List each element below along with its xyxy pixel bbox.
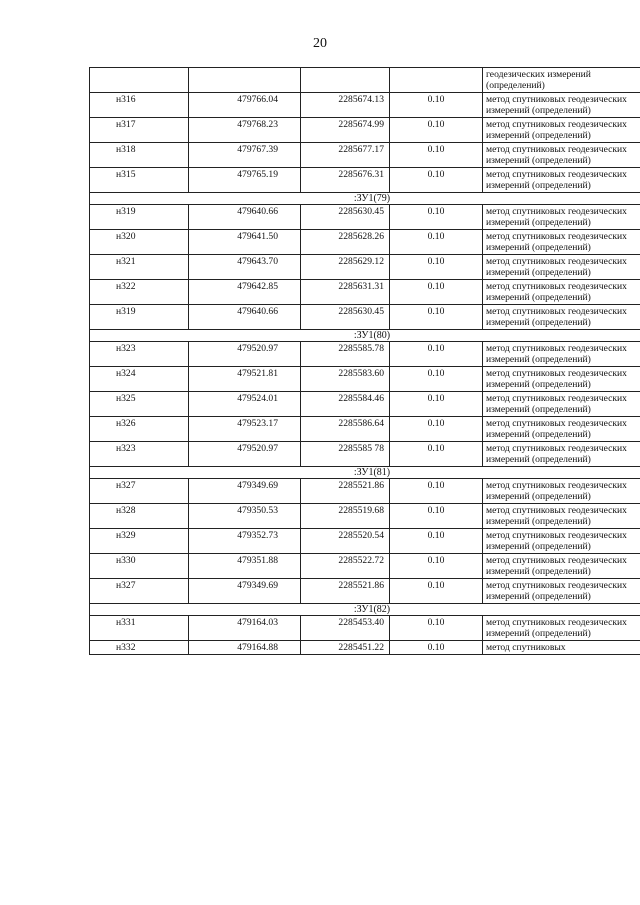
accuracy-cell: 0.10 <box>390 342 483 367</box>
point-cell: н321 <box>90 255 189 280</box>
y-cell: 2285520.54 <box>301 529 390 554</box>
x-cell: 479352.73 <box>189 529 301 554</box>
section-row <box>90 604 640 616</box>
table-row <box>90 118 640 143</box>
x-cell <box>189 68 301 93</box>
x-cell: 479765.19 <box>189 168 301 193</box>
point-cell: н328 <box>90 504 189 529</box>
x-cell: 479640.66 <box>189 205 301 230</box>
table-row <box>90 479 640 504</box>
x-cell: 479164.88 <box>189 641 301 655</box>
table-row <box>90 367 640 392</box>
accuracy-cell: 0.10 <box>390 554 483 579</box>
x-cell: 479349.69 <box>189 479 301 504</box>
accuracy-cell: 0.10 <box>390 504 483 529</box>
method-cell: метод спутниковых геодезических измерений (определений) <box>483 504 640 529</box>
y-cell: 2285628.26 <box>301 230 390 255</box>
accuracy-cell: 0.10 <box>390 479 483 504</box>
table-row <box>90 255 640 280</box>
x-cell: 479642.85 <box>189 280 301 305</box>
y-cell: 2285674.13 <box>301 93 390 118</box>
table-row <box>90 305 640 330</box>
accuracy-cell: 0.10 <box>390 255 483 280</box>
y-cell: 2285630.45 <box>301 205 390 230</box>
point-cell: н323 <box>90 342 189 367</box>
section-row <box>90 193 640 205</box>
page-number: 20 <box>313 36 327 51</box>
method-cell: метод спутниковых геодезических измерений (определений) <box>483 392 640 417</box>
point-cell: н316 <box>90 93 189 118</box>
table-row-continued <box>90 68 640 93</box>
y-cell: 2285586.64 <box>301 417 390 442</box>
method-cell: метод спутниковых геодезических измерений (определений) <box>483 554 640 579</box>
method-cell: метод спутниковых геодезических измерений (определений) <box>483 367 640 392</box>
x-cell: 479768.23 <box>189 118 301 143</box>
x-cell: 479521.81 <box>189 367 301 392</box>
point-cell: н332 <box>90 641 189 655</box>
table-row <box>90 280 640 305</box>
y-cell: 2285677.17 <box>301 143 390 168</box>
method-cell: метод спутниковых геодезических измерений (определений) <box>483 529 640 554</box>
point-cell: н329 <box>90 529 189 554</box>
table-row <box>90 93 640 118</box>
table-row <box>90 554 640 579</box>
method-cell: метод спутниковых геодезических измерений (определений) <box>483 280 640 305</box>
y-cell: 2285630.45 <box>301 305 390 330</box>
accuracy-cell: 0.10 <box>390 417 483 442</box>
accuracy-cell: 0.10 <box>390 93 483 118</box>
point-cell: н330 <box>90 554 189 579</box>
point-cell: н317 <box>90 118 189 143</box>
table-row <box>90 616 640 641</box>
section-row <box>90 330 640 342</box>
y-cell: 2285631.31 <box>301 280 390 305</box>
accuracy-cell: 0.10 <box>390 579 483 604</box>
table-row <box>90 230 640 255</box>
y-cell: 2285676.31 <box>301 168 390 193</box>
accuracy-cell: 0.10 <box>390 641 483 655</box>
accuracy-cell: 0.10 <box>390 367 483 392</box>
y-cell: 2285521.86 <box>301 579 390 604</box>
y-cell: 2285585 78 <box>301 442 390 467</box>
accuracy-cell: 0.10 <box>390 205 483 230</box>
method-cell: метод спутниковых геодезических измерений (определений) <box>483 616 640 641</box>
table-row <box>90 641 640 655</box>
y-cell: 2285629.12 <box>301 255 390 280</box>
x-cell: 479524.01 <box>189 392 301 417</box>
point-cell: н315 <box>90 168 189 193</box>
y-cell: 2285519.68 <box>301 504 390 529</box>
point-cell <box>90 68 189 93</box>
method-cell: метод спутниковых геодезических измерений (определений) <box>483 417 640 442</box>
method-cell: метод спутниковых геодезических измерений (определений) <box>483 479 640 504</box>
y-cell: 2285674.99 <box>301 118 390 143</box>
method-cell: метод спутниковых геодезических измерений (определений) <box>483 205 640 230</box>
table-row <box>90 342 640 367</box>
point-cell: н327 <box>90 579 189 604</box>
method-cell: метод спутниковых геодезических измерений (определений) <box>483 342 640 367</box>
accuracy-cell: 0.10 <box>390 392 483 417</box>
method-cell: геодезических измерений (определений) <box>483 68 640 93</box>
accuracy-cell: 0.10 <box>390 280 483 305</box>
point-cell: н331 <box>90 616 189 641</box>
accuracy-cell: 0.10 <box>390 616 483 641</box>
x-cell: 479643.70 <box>189 255 301 280</box>
point-cell: н327 <box>90 479 189 504</box>
x-cell: 479520.97 <box>189 342 301 367</box>
table-row <box>90 442 640 467</box>
table-row <box>90 579 640 604</box>
method-cell: метод спутниковых геодезических измерений (определений) <box>483 118 640 143</box>
section-label: :ЗУ1(79) <box>90 193 640 205</box>
x-cell: 479641.50 <box>189 230 301 255</box>
x-cell: 479349.69 <box>189 579 301 604</box>
method-cell: метод спутниковых геодезических измерений (определений) <box>483 255 640 280</box>
table-row <box>90 143 640 168</box>
accuracy-cell: 0.10 <box>390 529 483 554</box>
table-row <box>90 392 640 417</box>
method-cell: метод спутниковых геодезических измерений (определений) <box>483 93 640 118</box>
x-cell: 479767.39 <box>189 143 301 168</box>
point-cell: н324 <box>90 367 189 392</box>
table-row <box>90 529 640 554</box>
x-cell: 479350.53 <box>189 504 301 529</box>
point-cell: н322 <box>90 280 189 305</box>
x-cell: 479640.66 <box>189 305 301 330</box>
method-cell: метод спутниковых геодезических измерений (определений) <box>483 442 640 467</box>
x-cell: 479351.88 <box>189 554 301 579</box>
point-cell: н326 <box>90 417 189 442</box>
y-cell: 2285521.86 <box>301 479 390 504</box>
point-cell: н320 <box>90 230 189 255</box>
y-cell: 2285451.22 <box>301 641 390 655</box>
point-cell: н318 <box>90 143 189 168</box>
accuracy-cell: 0.10 <box>390 230 483 255</box>
point-cell: н323 <box>90 442 189 467</box>
accuracy-cell: 0.10 <box>390 143 483 168</box>
y-cell: 2285583.60 <box>301 367 390 392</box>
y-cell: 2285584.46 <box>301 392 390 417</box>
table-row <box>90 205 640 230</box>
accuracy-cell: 0.10 <box>390 168 483 193</box>
table-row <box>90 168 640 193</box>
x-cell: 479164.03 <box>189 616 301 641</box>
y-cell: 2285585.78 <box>301 342 390 367</box>
y-cell: 2285453.40 <box>301 616 390 641</box>
table-row <box>90 417 640 442</box>
method-cell: метод спутниковых геодезических измерений (определений) <box>483 143 640 168</box>
x-cell: 479520.97 <box>189 442 301 467</box>
accuracy-cell: 0.10 <box>390 305 483 330</box>
coordinates-table <box>89 67 640 655</box>
method-cell: метод спутниковых геодезических измерений (определений) <box>483 305 640 330</box>
point-cell: н319 <box>90 205 189 230</box>
section-row <box>90 467 640 479</box>
method-cell: метод спутниковых геодезических измерений (определений) <box>483 579 640 604</box>
section-label: :ЗУ1(82) <box>90 604 640 616</box>
section-label: :ЗУ1(80) <box>90 330 640 342</box>
y-cell <box>301 68 390 93</box>
method-cell: метод спутниковых геодезических измерений (определений) <box>483 230 640 255</box>
section-label: :ЗУ1(81) <box>90 467 640 479</box>
x-cell: 479766.04 <box>189 93 301 118</box>
point-cell: н325 <box>90 392 189 417</box>
method-cell: метод спутниковых геодезических измерений (определений) <box>483 168 640 193</box>
accuracy-cell <box>390 68 483 93</box>
table-row <box>90 504 640 529</box>
accuracy-cell: 0.10 <box>390 442 483 467</box>
point-cell: н319 <box>90 305 189 330</box>
x-cell: 479523.17 <box>189 417 301 442</box>
accuracy-cell: 0.10 <box>390 118 483 143</box>
y-cell: 2285522.72 <box>301 554 390 579</box>
method-cell: метод спутниковых <box>483 641 640 655</box>
